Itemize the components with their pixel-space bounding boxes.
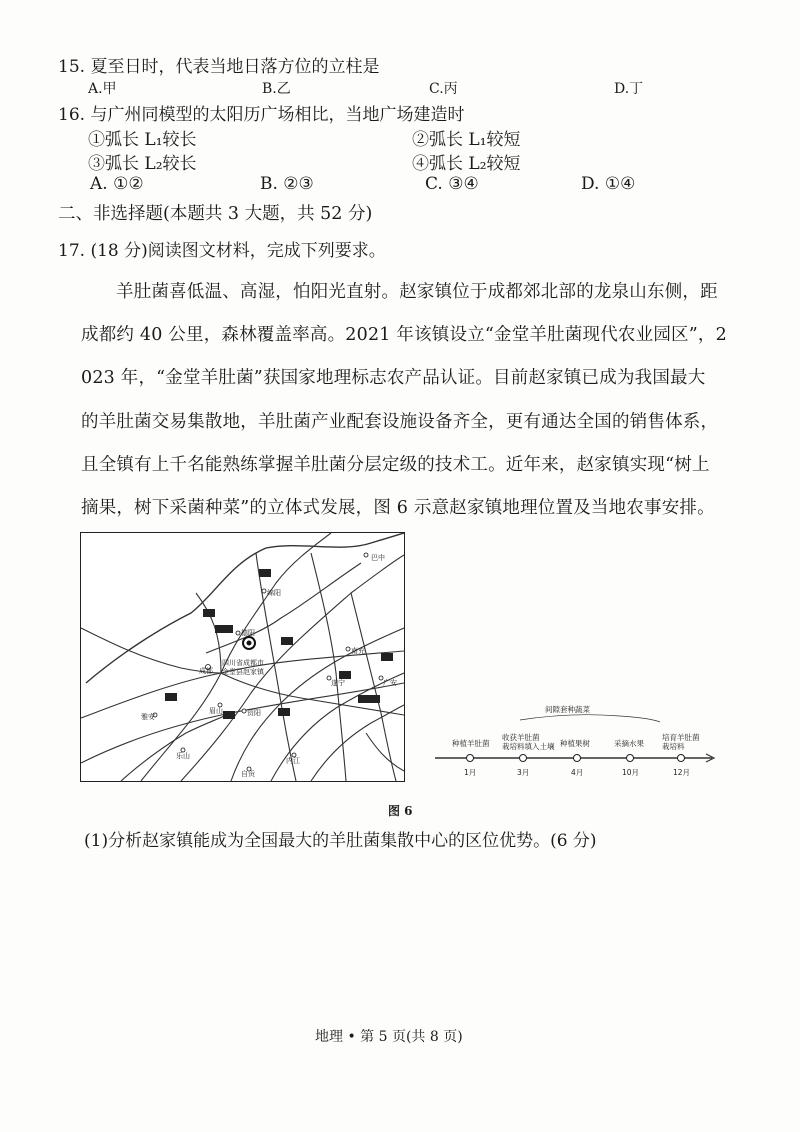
map-label-yaan: 雅安	[141, 713, 155, 721]
page-footer: 地理 • 第 5 页(共 8 页)	[315, 1029, 463, 1045]
timeline-month-2: 3月	[517, 768, 530, 777]
timeline-event-3: 种植果树	[560, 739, 590, 748]
map-label-zhaojia-1: 四川省成都市	[222, 659, 264, 667]
map-label-suining: 遂宁	[331, 679, 345, 687]
q16-stem: 16. 与广州同模型的太阳历广场相比，当地广场建造时	[58, 105, 465, 125]
q16-item-2: ②弧长 L₁较短	[412, 130, 521, 150]
timeline-event-1: 种植羊肚菌	[452, 739, 490, 748]
q17-paragraph-line-3: 023 年，“金堂羊肚菌”获国家地理标志农产品认证。目前赵家镇已成为我国最大	[81, 368, 706, 388]
q16-option-c: C. ③④	[425, 174, 479, 194]
figure-caption: 图 6	[388, 804, 413, 818]
q17-stem: 17. (18 分)阅读图文材料，完成下列要求。	[58, 241, 386, 261]
map-label-bazhong: 巴中	[371, 554, 385, 562]
q16-option-b: B. ②③	[260, 174, 314, 194]
map-label-nanchong: 南充	[351, 647, 365, 655]
section-heading: 二、非选择题(本题共 3 大题，共 52 分)	[58, 204, 373, 224]
timeline-event-2: 收获羊肚菌栽培料填入土壤	[502, 733, 555, 751]
q16-item-3: ③弧长 L₂较长	[88, 154, 197, 174]
q15-stem: 15. 夏至日时，代表当地日落方位的立柱是	[58, 57, 380, 77]
timeline-svg	[430, 700, 720, 785]
map-label-mianyang: 绵阳	[267, 589, 281, 597]
timeline-month-4: 10月	[622, 768, 640, 777]
farming-timeline	[430, 700, 720, 785]
map-label-ziyang: 资阳	[247, 709, 261, 717]
timeline-month-3: 4月	[571, 768, 584, 777]
q16-option-a: A. ①②	[90, 174, 144, 194]
map-label-neijiang: 内江	[286, 757, 300, 765]
timeline-month-1: 1月	[464, 768, 477, 777]
q16-option-d: D. ①④	[581, 174, 636, 194]
timeline-bracket	[520, 715, 660, 722]
timeline-event-4: 采摘水果	[614, 739, 644, 748]
road-network	[81, 533, 404, 781]
answer-area[interactable]	[80, 860, 720, 1010]
map-label-zigong: 自贡	[241, 770, 255, 778]
q17-paragraph-line-2: 成都约 40 公里，森林覆盖率高。2021 年该镇设立“金堂羊肚菌现代农业园区”，2	[81, 325, 727, 345]
q16-item-4: ④弧长 L₂较短	[412, 154, 521, 174]
map-label-leshan: 乐山	[176, 752, 190, 760]
q16-item-1: ①弧长 L₁较长	[88, 130, 197, 150]
timeline-month-5: 12月	[673, 768, 691, 777]
map-svg	[81, 533, 404, 781]
map-label-zhaojia-2: 金堂县赵家镇	[222, 668, 264, 676]
timeline-event-5: 培育羊肚菌栽培料	[662, 733, 700, 751]
timeline-title: 间隙套种蔬菜	[545, 705, 590, 714]
zhaojia-marker-dot	[247, 641, 252, 646]
q15-option-b: B.乙	[262, 81, 291, 97]
q17-paragraph-line-6: 摘果，树下采菌种菜”的立体式发展，图 6 示意赵家镇地理位置及当地农事安排。	[81, 498, 715, 518]
q15-option-a: A.甲	[88, 81, 117, 97]
map-label-guangan: 广安	[383, 679, 397, 687]
map-label-deyang: 德阳	[241, 629, 255, 637]
q15-option-c: C.丙	[429, 81, 458, 97]
location-map	[80, 532, 405, 782]
q17-paragraph-line-4: 的羊肚菌交易集散地，羊肚菌产业配套设施设备齐全，更有通达全国的销售体系，	[81, 412, 719, 432]
q17-paragraph-line-1: 羊肚菌喜低温、高湿，怕阳光直射。赵家镇位于成都郊北部的龙泉山东侧，距	[116, 282, 718, 302]
map-label-chengdu: 成都	[199, 667, 213, 675]
map-label-meishan: 眉山	[209, 707, 223, 715]
q15-option-d: D.丁	[614, 81, 644, 97]
q17-sub1: (1)分析赵家镇能成为全国最大的羊肚菌集散中心的区位优势。(6 分)	[84, 831, 597, 851]
q17-paragraph-line-5: 且全镇有上千名能熟练掌握羊肚菌分层定级的技术工。近年来，赵家镇实现“树上	[81, 455, 710, 475]
